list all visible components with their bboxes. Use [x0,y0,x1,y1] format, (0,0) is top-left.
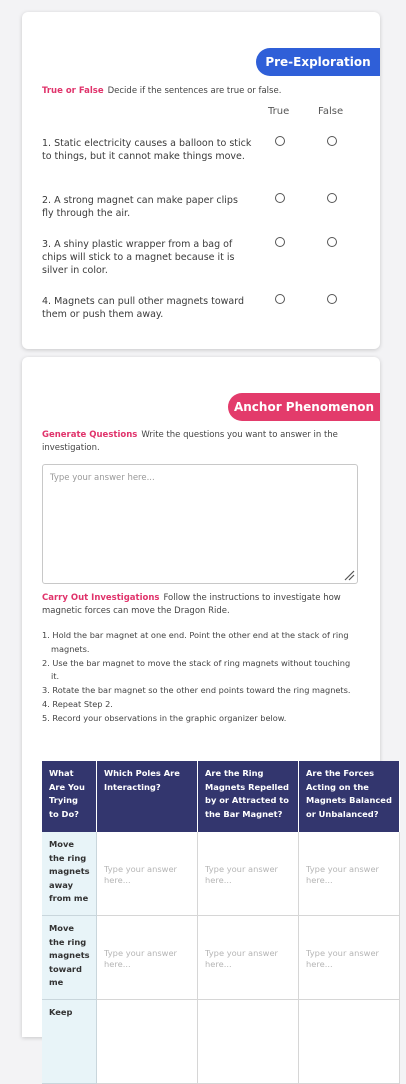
carry-out-label: Carry Out Investigations [42,593,160,603]
pre-exploration-tab: Pre-Exploration [256,48,380,76]
step-item: 3. Rotate the bar magnet so the other end points toward the ring magnets. [42,685,351,696]
instruction-label: True or False [42,86,104,96]
table-cell-input[interactable]: Type your answer here... [299,832,400,916]
row-head-keep: Keep [42,1000,97,1084]
q2-false-radio[interactable] [327,193,337,203]
q4-false-radio[interactable] [327,294,337,304]
question-3: 3. A shiny plastic wrapper from a bag of chips will stick to a magnet because it is silver in color. [42,239,235,276]
step-item: 5. Record your observations in the graphic organizer below. [42,712,287,723]
carry-out-text: Follow the instructions to investigate how magnetic forces can move the Dragon Ride. [42,593,341,616]
row-head-away: Move the ring magnets away from me [42,832,97,916]
table-cell-input[interactable] [198,1000,299,1084]
question-4: 4. Magnets can pull other magnets toward them or push them away. [42,296,245,320]
question-1: 1. Static electricity causes a balloon to stick to things, but it cannot make things move. [42,138,252,162]
table-cell-input[interactable]: Type your answer here... [97,832,198,916]
generate-questions-text: Write the questions you want to answer in the investigation. [42,430,338,453]
header-repelled-attracted: Are the Ring Magnets Repelled by or Attracted to the Bar Magnet? [198,761,299,832]
table-cell-input[interactable]: Type your answer here... [299,916,400,1000]
questions-answer-input[interactable] [42,464,358,584]
column-false-header: False [318,106,344,117]
column-true-header: True [268,106,290,117]
table-cell-input[interactable]: Type your answer here... [198,832,299,916]
anchor-phenomenon-card [22,357,392,1037]
true-false-instruction [42,85,281,98]
header-poles: Which Poles Are Interacting? [97,761,198,832]
header-forces-balanced: Are the Forces Acting on the Magnets Balanced or Unbalanced? [299,761,400,832]
instruction-text: Decide if the sentences are true or false. [107,86,282,96]
row-head-toward: Move the ring magnets toward me [42,916,97,1000]
step-item: 1. Hold the bar magnet at one end. Point the other end at the stack of ring magnets. [42,630,349,654]
answer-placeholder: Type your answer here... [50,473,155,483]
q1-true-radio[interactable] [275,136,285,146]
step-item: 2. Use the bar magnet to move the stack of ring magnets without touching it. [42,657,351,682]
table-cell-input[interactable]: Type your answer here... [97,916,198,1000]
graphic-organizer-table [42,761,392,1041]
carry-out-instruction [42,592,358,618]
table-cell-input[interactable]: Type your answer here... [198,916,299,1000]
q2-true-radio[interactable] [275,193,285,203]
generate-questions-label: Generate Questions [42,430,138,440]
table-cell-input[interactable] [299,1000,400,1084]
table-cell-input[interactable] [97,1000,198,1084]
investigation-steps [42,629,358,726]
question-2: 2. A strong magnet can make paper clips fly through the air. [42,195,238,219]
resize-handle-icon[interactable] [343,569,355,581]
anchor-phenomenon-tab: Anchor Phenomenon [228,393,380,421]
q4-true-radio[interactable] [275,294,285,304]
q1-false-radio[interactable] [327,136,337,146]
q3-false-radio[interactable] [327,237,337,247]
generate-questions-instruction [42,429,358,455]
pre-exploration-card [22,12,380,349]
step-item: 4. Repeat Step 2. [42,698,113,709]
q3-true-radio[interactable] [275,237,285,247]
header-goal: What Are You Trying to Do? [42,761,97,832]
